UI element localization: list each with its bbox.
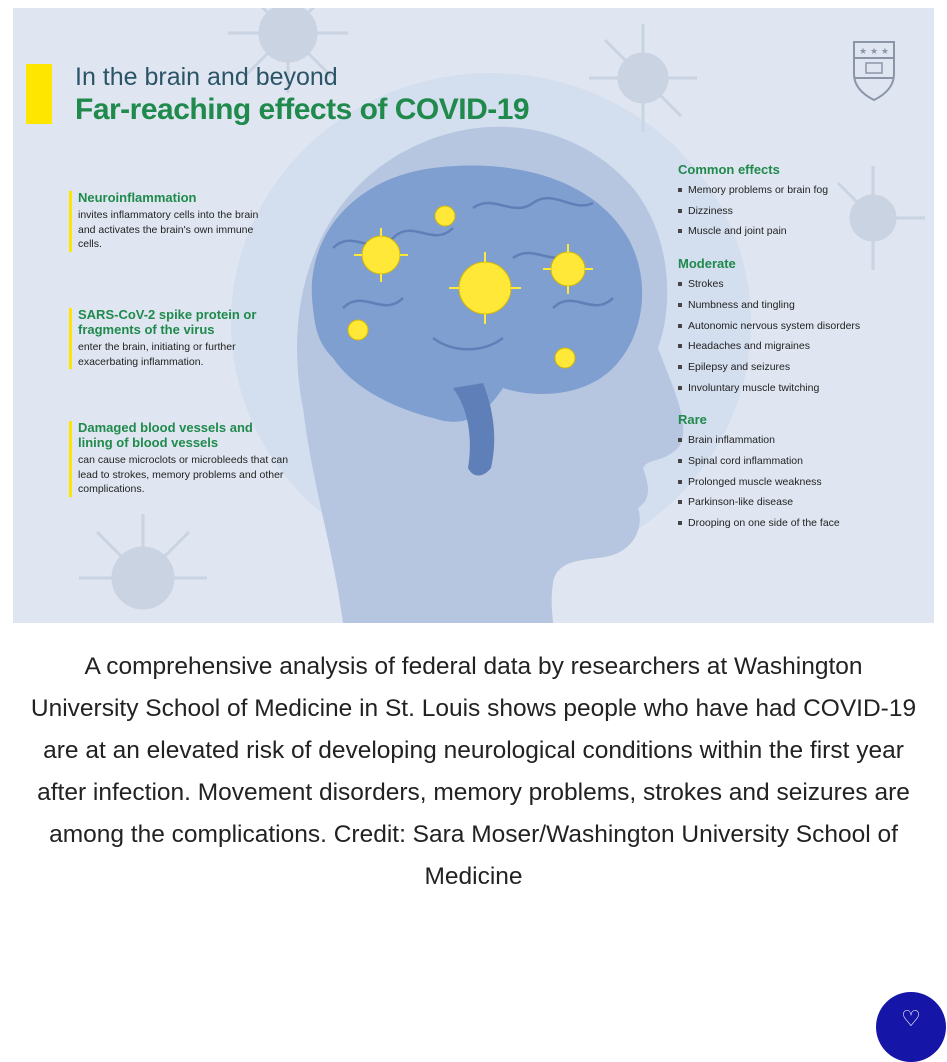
spike-protein-block (69, 308, 283, 369)
neuroinflammation-block (69, 191, 263, 252)
list-item: Muscle and joint pain (678, 221, 918, 242)
spike-protein-title: SARS-CoV-2 spike protein or fragments of the virus (78, 307, 257, 337)
rare-effects-heading: Rare (678, 412, 707, 428)
list-item: Brain inflammation (678, 430, 918, 451)
list-item: Spinal cord inflammation (678, 451, 918, 472)
list-item: Involuntary muscle twitching (678, 378, 918, 399)
list-item: Headaches and migraines (678, 336, 918, 357)
image-caption: A comprehensive analysis of federal data by researchers at Washington University School of Medicine in St. Louis shows people who have had COVID-19 are at an elevated risk of developing neurological conditions within the first year after infection. Movement disorders, memory problems, strokes and seizures are among the complications. Credit: Sara Moser/Washington University School of Medicine (30, 653, 917, 890)
moderate-effects-heading: Moderate (678, 256, 736, 272)
university-shield-icon (850, 38, 898, 102)
list-item: Prolonged muscle weakness (678, 472, 918, 493)
moderate-effects-list (678, 274, 918, 398)
like-button[interactable] (876, 992, 946, 1062)
blood-vessels-title: Damaged blood vessels and lining of blood vessels (78, 420, 253, 450)
title-area (75, 62, 529, 128)
list-item: Dizziness (678, 201, 918, 222)
svg-text:★ ★ ★: ★ ★ ★ (859, 47, 889, 57)
blood-vessels-text: can cause microclots or microbleeds that can lead to strokes, memory problems and other complications. (78, 453, 289, 496)
blood-vessels-block (69, 421, 293, 497)
covid-brain-infographic (13, 8, 934, 623)
list-item: Parkinson-like disease (678, 492, 918, 513)
list-item: Autonomic nervous system disorders (678, 316, 918, 337)
common-effects-list (678, 180, 918, 242)
common-effects-heading: Common effects (678, 162, 780, 177)
list-item: Drooping on one side of the face (678, 513, 918, 534)
list-item: Memory problems or brain fog (678, 180, 918, 201)
neuroinflammation-text: invites inflammatory cells into the brain and activates the brain's own immune cells. (78, 208, 259, 251)
infographic-title: Far-reaching effects of COVID-19 (75, 93, 530, 126)
spike-protein-text: enter the brain, initiating or further exacerbating inflammation. (78, 340, 236, 368)
infographic-subtitle: In the brain and beyond (75, 63, 338, 91)
rare-effects-list (678, 430, 918, 534)
list-item: Strokes (678, 274, 918, 295)
title-accent-bar (26, 64, 52, 124)
list-item: Numbness and tingling (678, 295, 918, 316)
neuroinflammation-title: Neuroinflammation (78, 190, 197, 205)
effects-list (678, 162, 918, 548)
list-item: Epilepsy and seizures (678, 357, 918, 378)
heart-icon: ♡ (901, 1006, 921, 1031)
